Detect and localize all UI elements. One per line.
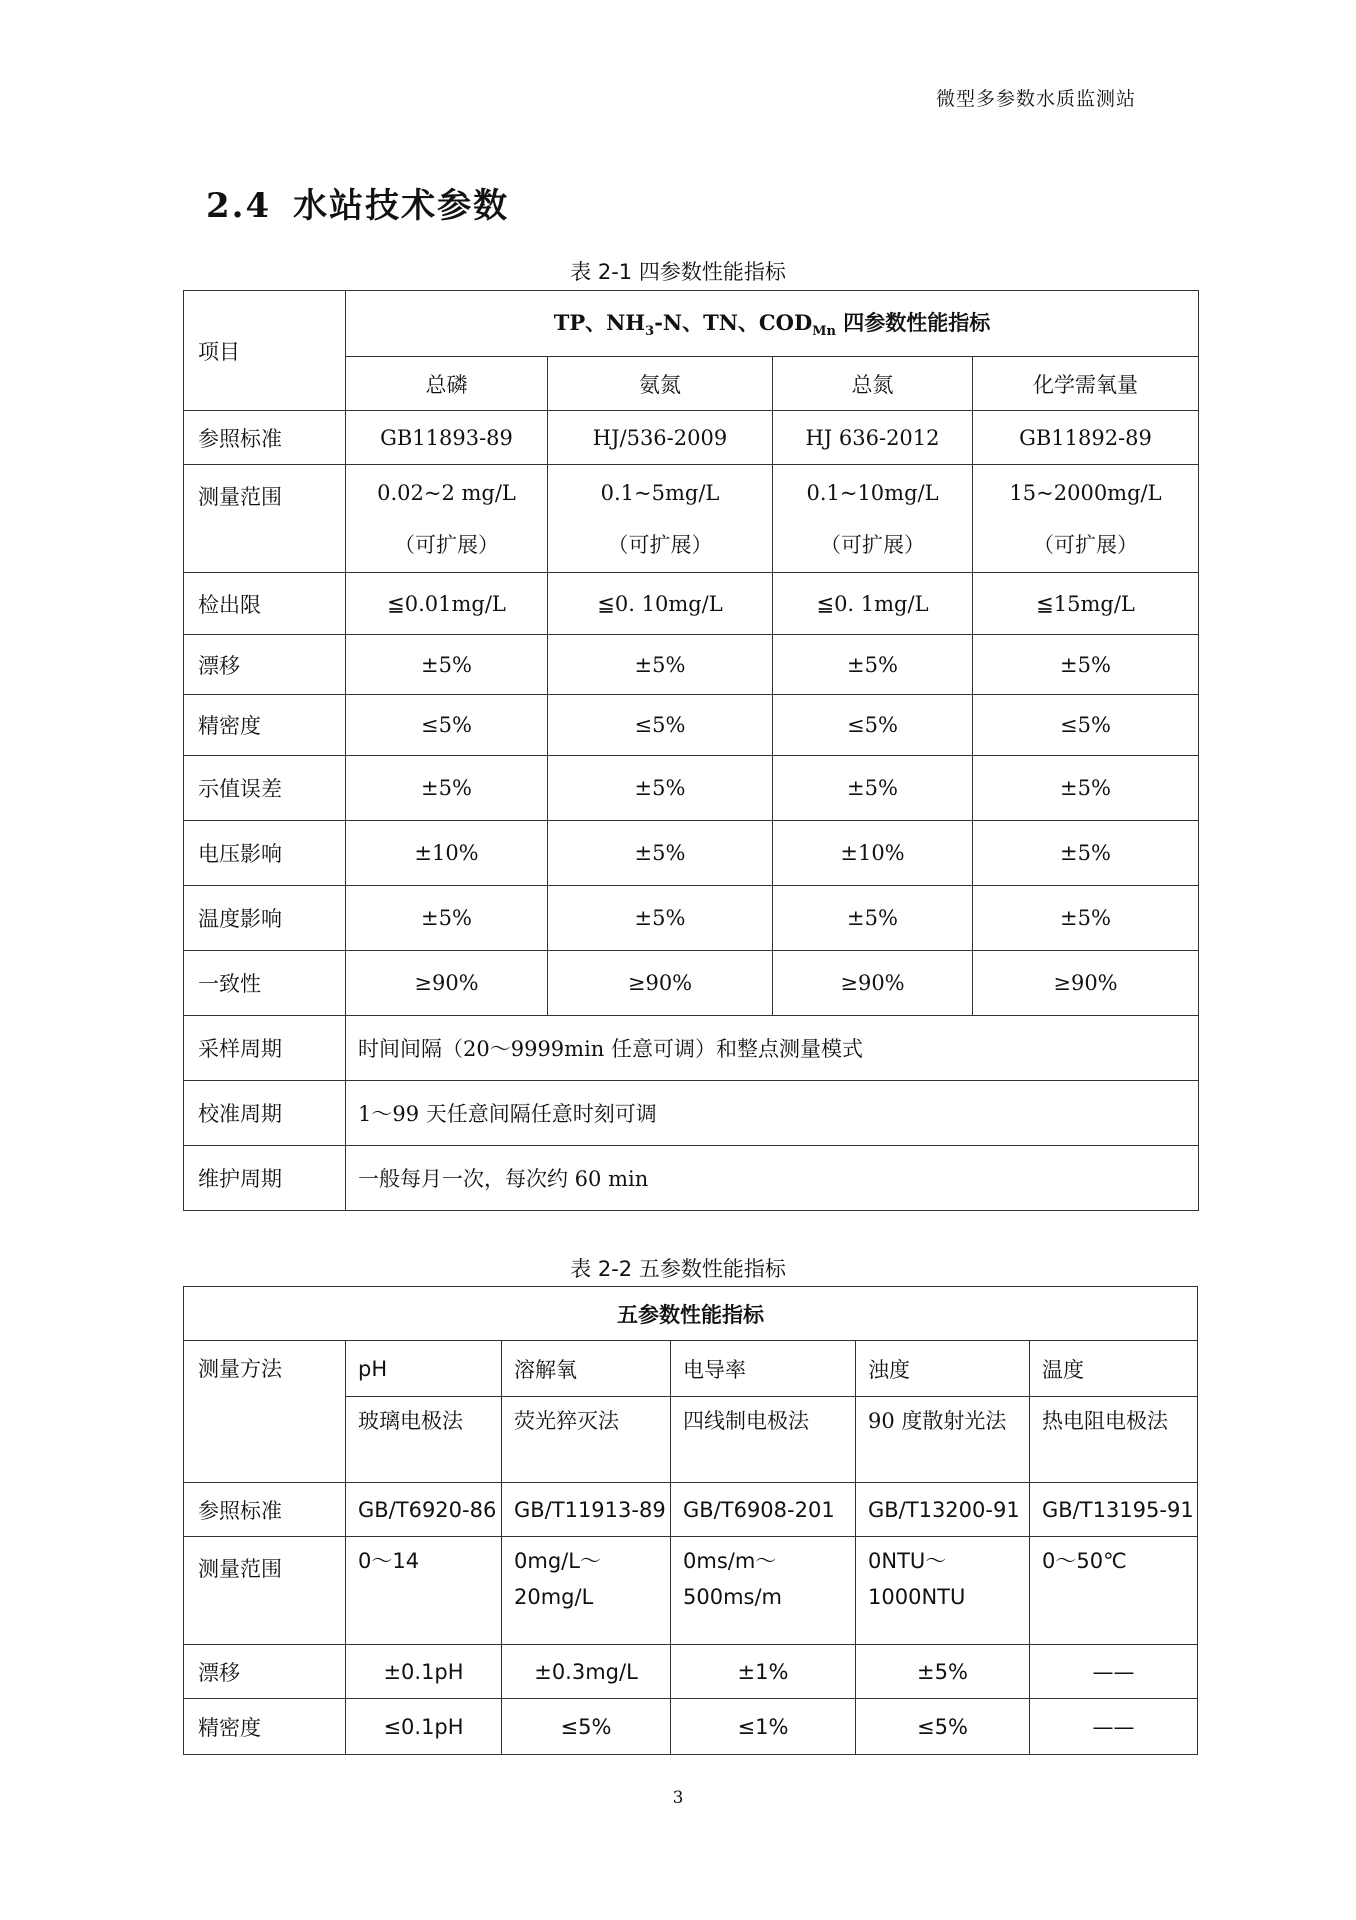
range-line2: 500ms/m <box>683 1585 783 1609</box>
table-cell: ±5% <box>973 886 1199 951</box>
param-header: pH <box>346 1341 502 1397</box>
section-number: 2.4 <box>206 186 272 226</box>
table-cell <box>856 1537 1030 1645</box>
maintenance-period-value: 一般每月一次，每次约 60 min <box>346 1146 1199 1211</box>
row-label: 检出限 <box>184 573 346 635</box>
table-row <box>184 886 1199 951</box>
table-cell: ±5% <box>773 886 973 951</box>
column-header: 化学需氧量 <box>973 357 1199 411</box>
row-label: 采样周期 <box>184 1016 346 1081</box>
group-title-tail: 四参数性能指标 <box>836 310 991 336</box>
table-cell: ±5% <box>548 756 773 821</box>
table-row <box>184 1081 1199 1146</box>
table-cell: ±5% <box>548 635 773 695</box>
range-line2: 1000NTU <box>868 1585 966 1609</box>
table-cell: HJ 636-2012 <box>773 411 973 465</box>
row-label: 一致性 <box>184 951 346 1016</box>
row-label: 精密度 <box>184 1699 346 1755</box>
table-cell: GB/T13195-91 <box>1030 1483 1198 1537</box>
table-cell: ±5% <box>973 635 1199 695</box>
table-cell: ±10% <box>773 821 973 886</box>
item-label-cell <box>184 291 346 411</box>
method-cell: 90 度散射光法 <box>856 1397 1030 1483</box>
table-cell: GB11892-89 <box>973 411 1199 465</box>
table-row <box>184 821 1199 886</box>
range-value: 0.1~10mg/L <box>806 480 939 505</box>
column-header: 总磷 <box>346 357 548 411</box>
row-label: 校准周期 <box>184 1081 346 1146</box>
row-label: 测量范围 <box>184 1537 346 1645</box>
table-cell: ±5% <box>346 756 548 821</box>
table-cell <box>671 1537 856 1645</box>
table-cell: ±5% <box>856 1645 1030 1699</box>
table-cell: —— <box>1030 1645 1198 1699</box>
param-header: 浊度 <box>856 1341 1030 1397</box>
table2-title: 五参数性能指标 <box>184 1287 1198 1341</box>
table-row <box>184 635 1199 695</box>
table-cell: ±5% <box>973 821 1199 886</box>
table-cell <box>346 465 548 573</box>
table2-caption: 表 2-2 五参数性能指标 <box>570 1257 786 1281</box>
range-line1: 0～14 <box>358 1549 420 1573</box>
group-title-tp: TP、NH <box>553 310 646 336</box>
table-cell: ≥90% <box>346 951 548 1016</box>
table-cell: ≦15mg/L <box>973 573 1199 635</box>
table-cell: ±5% <box>773 635 973 695</box>
table-row <box>184 951 1199 1016</box>
table-cell: ≤5% <box>346 695 548 756</box>
range-line1: 0NTU～ <box>868 1549 947 1573</box>
table-cell: —— <box>1030 1699 1198 1755</box>
table-row <box>184 1537 1198 1645</box>
param-header: 溶解氧 <box>502 1341 671 1397</box>
table-cell: GB/T13200-91 <box>856 1483 1030 1537</box>
range-note: （可扩展） <box>1033 532 1138 557</box>
table-cell: ≤5% <box>502 1699 671 1755</box>
table-cell: ≦0. 1mg/L <box>773 573 973 635</box>
table-row <box>184 411 1199 465</box>
group-title-cell <box>346 291 1199 357</box>
table-cell <box>346 1537 502 1645</box>
table-cell: ±10% <box>346 821 548 886</box>
table-cell: ±0.1pH <box>346 1645 502 1699</box>
table-cell: ±5% <box>548 886 773 951</box>
row-label: 电压影响 <box>184 821 346 886</box>
table-row <box>184 573 1199 635</box>
calibration-period-value: 1～99 天任意间隔任意时刻可调 <box>346 1081 1199 1146</box>
table-row <box>184 1645 1198 1699</box>
range-line2: 20mg/L <box>514 1585 594 1609</box>
range-line1: 0ms/m～ <box>683 1549 777 1573</box>
method-cell: 热电阻电极法 <box>1030 1397 1198 1483</box>
table-cell: ±5% <box>548 821 773 886</box>
table-cell: ±0.3mg/L <box>502 1645 671 1699</box>
table-cell: GB/T6920-86 <box>346 1483 502 1537</box>
row-label: 示值误差 <box>184 756 346 821</box>
row-label: 漂移 <box>184 1645 346 1699</box>
item-label: 项目 <box>198 339 240 364</box>
table-cell: ≤5% <box>973 695 1199 756</box>
table-cell: ≥90% <box>973 951 1199 1016</box>
table-row <box>184 1016 1199 1081</box>
method-cell: 四线制电极法 <box>671 1397 856 1483</box>
table-cell: ≤1% <box>671 1699 856 1755</box>
table1-caption: 表 2-1 四参数性能指标 <box>570 260 786 284</box>
table-cell: ≥90% <box>548 951 773 1016</box>
row-label: 测量范围 <box>184 465 346 573</box>
row-label: 维护周期 <box>184 1146 346 1211</box>
section-heading <box>206 178 509 227</box>
table-cell: GB/T11913-89 <box>502 1483 671 1537</box>
row-label: 温度影响 <box>184 886 346 951</box>
table-cell: ±5% <box>346 886 548 951</box>
range-value: 0.02~2 mg/L <box>377 480 516 505</box>
table-cell: ≥90% <box>773 951 973 1016</box>
group-title-submn: Mn <box>812 324 836 340</box>
method-cell: 玻璃电极法 <box>346 1397 502 1483</box>
range-line1: 0～50℃ <box>1042 1549 1127 1573</box>
table-cell: GB/T6908-201 <box>671 1483 856 1537</box>
column-header: 总氮 <box>773 357 973 411</box>
table-cell <box>1030 1537 1198 1645</box>
table-cell: ≦0. 10mg/L <box>548 573 773 635</box>
range-note: （可扩展） <box>820 532 925 557</box>
table-cell: ±5% <box>346 635 548 695</box>
table-cell: ≤5% <box>773 695 973 756</box>
five-parameter-table <box>183 1286 1198 1755</box>
table-cell: ≦0.01mg/L <box>346 573 548 635</box>
table-row <box>184 1146 1199 1211</box>
row-label: 参照标准 <box>184 411 346 465</box>
table-row <box>184 756 1199 821</box>
range-note: （可扩展） <box>394 532 499 557</box>
row-label: 测量方法 <box>184 1341 346 1483</box>
table-cell <box>548 465 773 573</box>
column-header: 氨氮 <box>548 357 773 411</box>
table-cell: GB11893-89 <box>346 411 548 465</box>
page-number: 3 <box>672 1788 684 1808</box>
table-cell: ≤5% <box>856 1699 1030 1755</box>
row-label: 参照标准 <box>184 1483 346 1537</box>
group-title-mid: -N、TN、COD <box>654 310 813 336</box>
method-cell: 荧光猝灭法 <box>502 1397 671 1483</box>
table-cell: ±5% <box>973 756 1199 821</box>
table-row <box>184 1341 1198 1397</box>
table-cell: HJ/536-2009 <box>548 411 773 465</box>
row-label: 精密度 <box>184 695 346 756</box>
table-cell: ±5% <box>773 756 973 821</box>
table-row <box>184 1483 1198 1537</box>
param-header: 温度 <box>1030 1341 1198 1397</box>
document-header-title: 微型多参数水质监测站 <box>935 88 1136 110</box>
row-label: 漂移 <box>184 635 346 695</box>
section-title-text: 水站技术参数 <box>293 186 510 226</box>
range-line1: 0mg/L～ <box>514 1549 601 1573</box>
range-value: 0.1~5mg/L <box>600 480 720 505</box>
range-note: （可扩展） <box>607 532 713 557</box>
table-row <box>184 1699 1198 1755</box>
table-row <box>184 465 1199 573</box>
param-header: 电导率 <box>671 1341 856 1397</box>
table-cell <box>502 1537 671 1645</box>
table-cell <box>973 465 1199 573</box>
table-row <box>184 695 1199 756</box>
sampling-period-value: 时间间隔（20～9999min 任意可调）和整点测量模式 <box>346 1016 1199 1081</box>
table-cell: ≤0.1pH <box>346 1699 502 1755</box>
group-title-sub3: 3 <box>645 324 655 340</box>
four-parameter-table <box>183 290 1199 1211</box>
table-cell: ±1% <box>671 1645 856 1699</box>
range-value: 15~2000mg/L <box>1009 480 1162 505</box>
table-cell: ≤5% <box>548 695 773 756</box>
table-cell <box>773 465 973 573</box>
